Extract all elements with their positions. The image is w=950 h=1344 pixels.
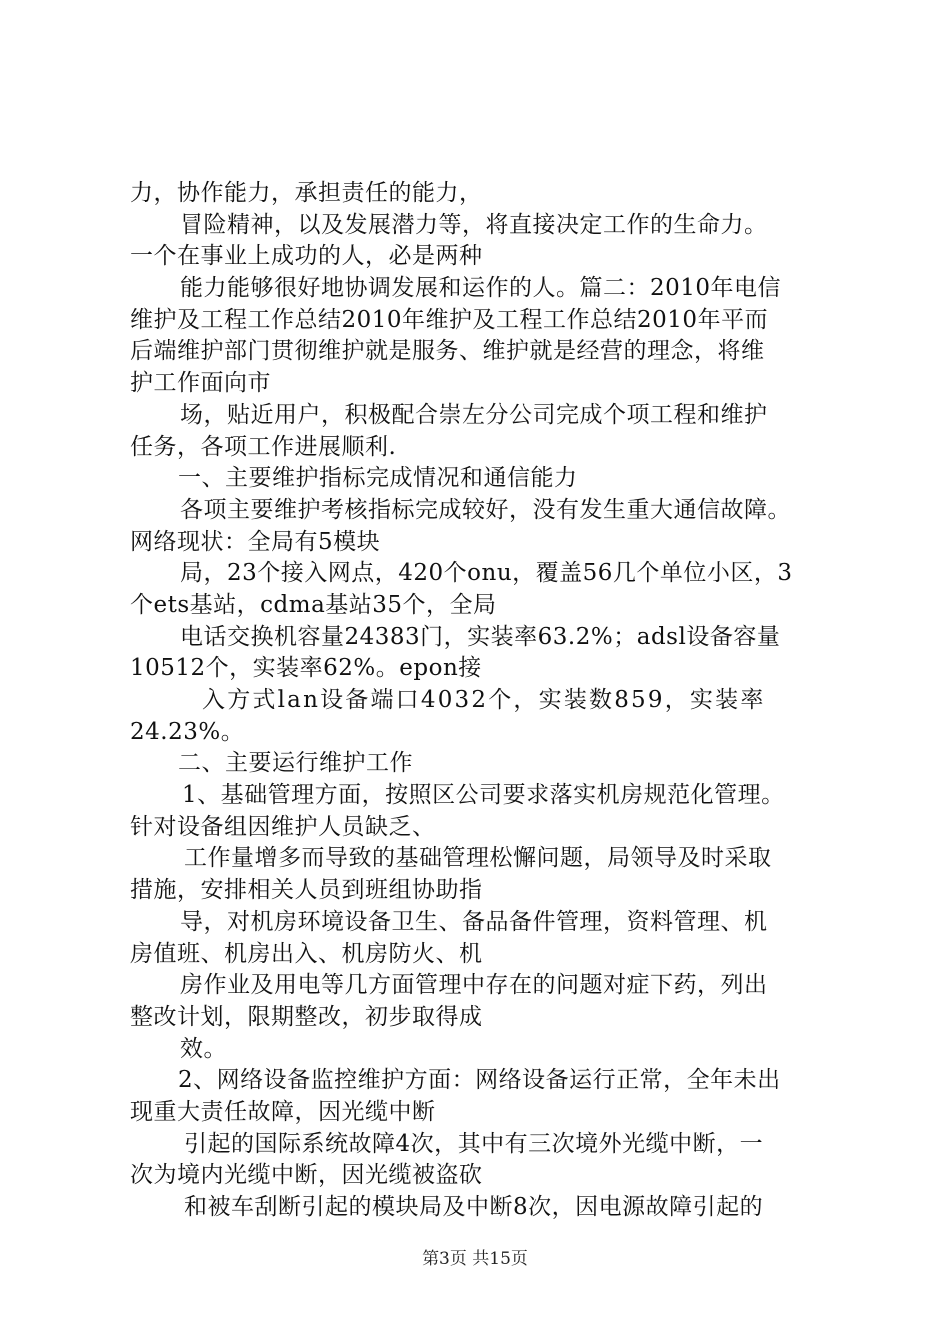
text-line: 网络现状：全局有5模块 [130, 528, 381, 555]
page-number-footer: 第3页 共15页 [422, 1249, 528, 1269]
text-line: 现重大责任故障，因光缆中断 [130, 1098, 436, 1125]
text-line: 力，协作能力，承担责任的能力， [130, 180, 483, 206]
text-line: 场，贴近用户，积极配合崇左分公司完成个项工程和维护 [180, 401, 768, 428]
text-line: 电话交换机容量24383门，实装率63.2%；adsl设备容量 [180, 623, 781, 650]
text-line: 10512个，实装率62%。epon接 [130, 655, 482, 682]
text-line: 1、基础管理方面，按照区公司要求落实机房规范化管理。 [182, 782, 785, 809]
text-line: 个ets基站，cdma基站35个，全局 [130, 591, 497, 618]
section-heading: 一、主要维护指标完成情况和通信能力 [178, 465, 578, 492]
section-heading: 二、主要运行维护工作 [178, 750, 413, 777]
text-line: 后端维护部门贯彻维护就是服务、维护就是经营的理念，将维 [130, 338, 765, 365]
text-line: 局，23个接入网点，420个onu，覆盖56几个单位小区，3 [180, 560, 793, 587]
text-line: 护工作面向市 [130, 370, 271, 397]
text-line: 任务，各项工作进展顺利. [130, 433, 397, 460]
text-line: 一个在事业上成功的人，必是两种 [130, 243, 483, 270]
text-line: 房作业及用电等几方面管理中存在的问题对症下药，列出 [180, 972, 768, 999]
text-line: 房值班、机房出入、机房防火、机 [130, 940, 483, 967]
text-line: 能力能够很好地协调发展和运作的人。篇二：2010年电信 [180, 275, 782, 302]
text-line: 维护及工程工作总结2010年维护及工程工作总结2010年平而 [130, 306, 769, 333]
text-line: 效。 [180, 1035, 227, 1062]
text-line: 入方式lan设备端口4032个，实装数859，实装率 [202, 687, 766, 713]
text-line: 工作量增多而导致的基础管理松懈问题，局领导及时采取 [184, 845, 772, 872]
text-line: 冒险精神，以及发展潜力等，将直接决定工作的生命力。 [180, 211, 768, 238]
text-line: 各项主要维护考核指标完成较好，没有发生重大通信故障。 [180, 496, 791, 523]
text-line: 措施，安排相关人员到班组协助指 [130, 877, 483, 904]
document-body [130, 178, 830, 1224]
text-line: 引起的国际系统故障4次，其中有三次境外光缆中断，一 [184, 1130, 764, 1157]
text-line: 24.23%。 [130, 718, 245, 745]
text-line: 次为境内光缆中断，因光缆被盗砍 [130, 1162, 483, 1189]
text-line: 针对设备组因维护人员缺乏、 [130, 813, 436, 840]
text-line: 导，对机房环境设备卫生、备品备件管理，资料管理、机 [180, 908, 768, 935]
text-line: 2、网络设备监控维护方面：网络设备运行正常，全年未出 [178, 1067, 781, 1094]
text-line: 整改计划，限期整改，初步取得成 [130, 1003, 483, 1030]
text-line: 和被车刮断引起的模块局及中断8次，因电源故障引起的 [184, 1194, 764, 1220]
